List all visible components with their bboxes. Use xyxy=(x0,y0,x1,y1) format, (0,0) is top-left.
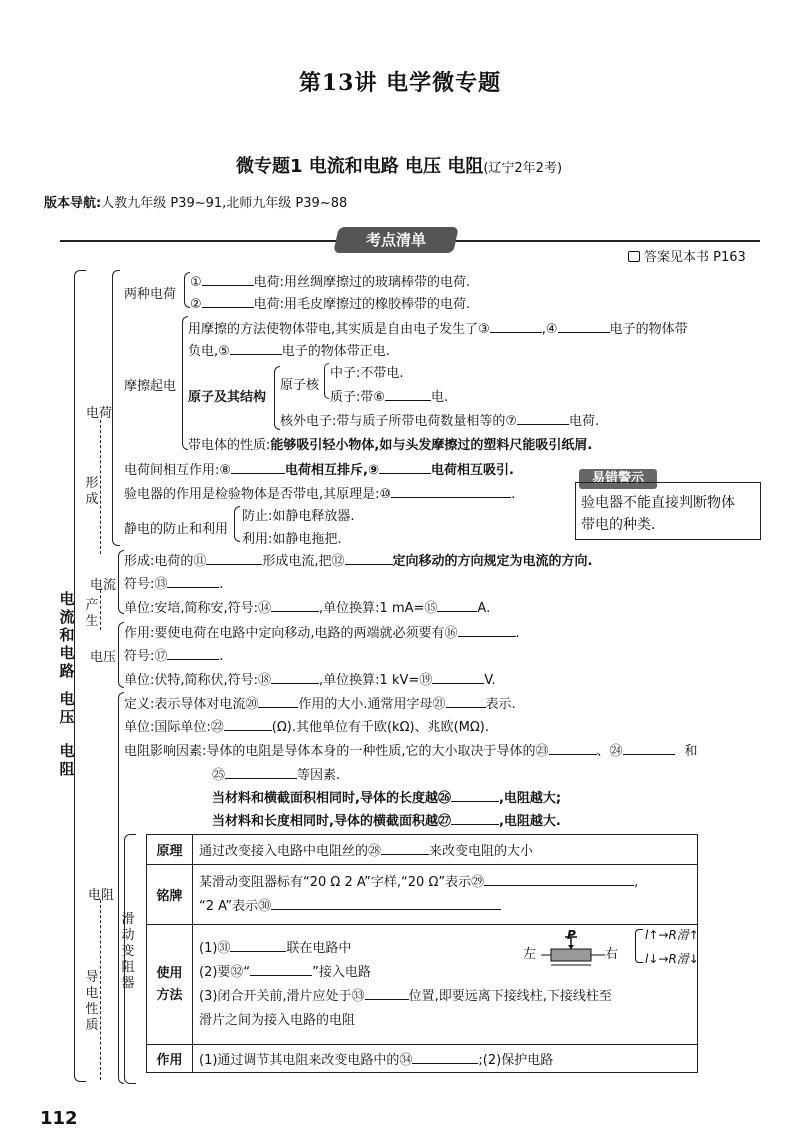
resistance-def-line xyxy=(124,693,516,712)
usage-3b: 位置,即要远离下接线柱,下接线柱至 xyxy=(408,988,612,1004)
warning-text-2: 带电的种类. xyxy=(581,517,656,533)
blank-28[interactable] xyxy=(381,842,429,855)
resistance-def-b: 作用的大小.通常用字母㉑ xyxy=(298,697,446,712)
blank-29[interactable] xyxy=(484,873,634,886)
principle-content xyxy=(193,835,698,865)
nameplate-a: 某滑动变阻器标有“20 Ω 2 A”字样,“20 Ω”表示㉙ xyxy=(199,874,485,890)
usage-line-3 xyxy=(199,985,691,1009)
current-unit-b: ,单位换算:1 mA=⑮ xyxy=(319,601,438,616)
slider-label: P xyxy=(567,928,576,942)
property-line-a: 带电体的性质: xyxy=(188,438,271,453)
current-form-a: 形成:电荷的⑪ xyxy=(124,554,207,569)
blank-24[interactable] xyxy=(623,742,675,755)
interaction-line-c: 电荷相互吸引. xyxy=(431,463,514,478)
electroscope-line-a: 验电器的作用是检验物体是否带电,其原理是:⑩ xyxy=(124,487,392,502)
interaction-line xyxy=(124,459,514,478)
nameplate-c: “2 A”表示㉚ xyxy=(199,898,272,914)
rheostat-row-nameplate xyxy=(147,865,698,925)
arrow-relation-1: l↑→R滑↑ xyxy=(645,928,699,942)
label-produce: 产生 xyxy=(85,598,99,629)
conductor-arrow xyxy=(100,900,101,1080)
blank-5[interactable] xyxy=(230,342,282,355)
friction-line-1-c: 电子的物体带 xyxy=(609,322,688,337)
charge-line-2 xyxy=(190,293,470,312)
blank-7[interactable] xyxy=(517,412,569,425)
rheostat-diagram xyxy=(523,927,723,977)
resistance-unit-b: (Ω).其他单位有千欧(kΩ)、兆欧(MΩ). xyxy=(271,720,490,735)
blank-22[interactable] xyxy=(224,718,272,731)
answer-reference-text: 答案见本书 P163 xyxy=(644,250,746,265)
proton-line xyxy=(330,386,448,405)
label-resistance: 电阻 xyxy=(88,888,115,903)
blank-4[interactable] xyxy=(558,320,610,333)
property-line-b: 能够吸引轻小物体,如与头发摩擦过的塑料尺能吸引纸屑. xyxy=(270,438,593,453)
friction-line-1-a: 用摩擦的方法使物体带电,其实质是自由电子发生了③ xyxy=(188,322,490,337)
blank-3[interactable] xyxy=(490,320,542,333)
usage-label-2: 方法 xyxy=(156,987,183,1003)
voltage-effect-line xyxy=(124,622,520,641)
blank-17[interactable] xyxy=(167,647,219,660)
proton-line-a: 质子:带⑥ xyxy=(330,390,386,405)
label-charge: 电荷 xyxy=(86,406,113,421)
current-symbol-a: 符号:⑬ xyxy=(124,577,168,592)
resistance-factor-b: 、㉔ xyxy=(596,744,623,759)
resistance-area-line xyxy=(212,810,561,829)
two-kinds-label: 两种电荷 xyxy=(124,287,177,302)
produce-arrow xyxy=(100,590,101,630)
electroscope-line-b: . xyxy=(511,487,516,502)
blank-26[interactable] xyxy=(451,789,499,802)
resistance-area-b: ,电阻越大. xyxy=(498,814,561,829)
voltage-unit-a: 单位:伏特,简称伏,符号:⑱ xyxy=(124,673,272,688)
friction-line-1-b: ,④ xyxy=(541,322,558,337)
formation-arrow xyxy=(100,420,101,554)
main-label-circuit: 电流和电路 xyxy=(59,590,75,680)
usage-1b: 联在电路中 xyxy=(286,940,352,956)
section-tag-label: 考点清单 xyxy=(365,231,426,249)
blank-25[interactable] xyxy=(225,766,297,779)
principle-b: 来改变电阻的大小 xyxy=(429,844,534,859)
rheostat-row-usage xyxy=(147,925,698,1045)
current-symbol-b: . xyxy=(219,577,224,592)
resistance-factor-line-2 xyxy=(212,764,340,783)
blank-21[interactable] xyxy=(446,695,486,708)
current-unit-a: 单位:安培,简称安,符号:⑭ xyxy=(124,601,272,616)
current-unit-line xyxy=(124,597,490,616)
blank-number-1: ① xyxy=(190,275,202,290)
resistance-factor-e: 等因素. xyxy=(297,768,341,783)
principle-label: 原理 xyxy=(147,835,193,865)
friction-line-1 xyxy=(188,318,688,337)
function-a: (1)通过调节其电阻来改变电路中的㉞ xyxy=(199,1053,413,1068)
blank-19[interactable] xyxy=(432,671,484,684)
rheostat-label: 滑动变阻器 xyxy=(121,912,135,991)
lecture-title: 第13讲 电学微专题 xyxy=(298,70,502,96)
subtitle-note: (辽宁2年2考) xyxy=(483,161,563,176)
resistance-def-a: 定义:表示导体对电流⑳ xyxy=(124,697,259,712)
usage-label xyxy=(147,925,193,1045)
charge-brace xyxy=(112,270,120,546)
blank-1[interactable] xyxy=(202,273,254,286)
blank-31[interactable] xyxy=(230,939,286,952)
usage-1a: (1)㉛ xyxy=(199,940,231,956)
principle-a: 通过改变接入电路中电阻丝的㉘ xyxy=(199,844,382,859)
static-brace xyxy=(234,506,240,542)
resistance-unit-a: 单位:国际单位:㉒ xyxy=(124,720,224,735)
blank-15[interactable] xyxy=(437,599,477,612)
resistance-factor-d: ㉕ xyxy=(212,768,226,783)
blank-30[interactable] xyxy=(271,897,501,910)
diagram-left-label: 左 xyxy=(523,947,537,962)
usage-2b: ”接入电路 xyxy=(312,964,371,980)
blank-20[interactable] xyxy=(258,695,298,708)
resistance-factor-a: 电阻影响因素:导体的电阻是导体本身的一种性质,它的大小取决于导体的㉓ xyxy=(124,744,549,759)
usage-3c: 滑片之间为接入电路的电阻 xyxy=(199,1012,356,1028)
resistance-factor-c: 和 xyxy=(684,744,698,759)
atom-label: 原子及其结构 xyxy=(188,390,267,405)
subtitle-text: 微专题1 电流和电路 电压 电阻 xyxy=(236,156,484,177)
property-line xyxy=(188,434,592,453)
diagram-brace xyxy=(635,929,643,963)
function-label: 作用 xyxy=(147,1045,193,1073)
friction-line-2-a: 负电,⑤ xyxy=(188,344,230,359)
answer-reference xyxy=(628,246,746,265)
friction-label: 摩擦起电 xyxy=(124,379,177,394)
blank-16[interactable] xyxy=(458,624,516,637)
nucleus-brace xyxy=(324,363,329,399)
blank-14[interactable] xyxy=(271,599,319,612)
usage-label-1: 使用 xyxy=(156,965,183,981)
electron-line-b: 电荷. xyxy=(569,414,600,429)
blank-8[interactable] xyxy=(231,461,285,474)
arrow-relation-2: l↓→R滑↓ xyxy=(645,952,699,966)
blank-2[interactable] xyxy=(202,295,254,308)
main-label-resistance: 电阻 xyxy=(59,742,75,778)
blank-34[interactable] xyxy=(412,1051,478,1064)
resistance-factor-line xyxy=(124,740,698,759)
resistance-length-b: ,电阻越大; xyxy=(498,791,562,806)
blank-9[interactable] xyxy=(379,461,431,474)
rheostat-symbol-icon xyxy=(541,933,605,967)
friction-line-2 xyxy=(188,340,390,359)
nameplate-label: 铭牌 xyxy=(147,865,193,925)
friction-line-2-b: 电子的物体带正电. xyxy=(281,344,390,359)
blank-6[interactable] xyxy=(385,388,431,401)
nameplate-b: , xyxy=(634,874,639,890)
rheostat-row-function xyxy=(147,1045,698,1073)
interaction-line-b: 电荷相互排斥,⑨ xyxy=(285,463,379,478)
voltage-symbol-a: 符号:⑰ xyxy=(124,649,168,664)
usage-3a: (3)闭合开关前,滑片应处于㉝ xyxy=(199,988,365,1004)
resistance-def-c: 表示. xyxy=(485,697,516,712)
static-label: 静电的防止和利用 xyxy=(124,522,229,537)
neutron-line: 中子:不带电. xyxy=(330,366,404,381)
electroscope-line xyxy=(124,483,515,502)
blank-23[interactable] xyxy=(549,742,597,755)
voltage-symbol-b: . xyxy=(219,649,224,664)
label-conductor: 导电性质 xyxy=(85,970,99,1033)
current-form-c: 定向移动的方向规定为电流的方向. xyxy=(392,554,593,569)
voltage-unit-line xyxy=(124,669,496,688)
blank-33[interactable] xyxy=(365,987,409,1000)
static-prevent: 防止:如静电释放器. xyxy=(242,509,355,524)
voltage-effect-a: 作用:要使电荷在电路中定向移动,电路的两端就必须要有⑯ xyxy=(124,626,458,641)
current-form-line xyxy=(124,550,592,569)
rheostat-row-principle xyxy=(147,835,698,865)
nucleus-label: 原子核 xyxy=(280,378,320,393)
charge-line-1 xyxy=(190,271,470,290)
charge-line-2-text: 电荷:用毛皮摩擦过的橡胶棒带的电荷. xyxy=(253,297,471,312)
label-voltage: 电压 xyxy=(90,650,117,665)
charge-line-1-text: 电荷:用丝绸摩擦过的玻璃棒带的电荷. xyxy=(253,275,471,290)
voltage-effect-b: . xyxy=(515,626,520,641)
usage-2a: (2)要㉜“ xyxy=(199,964,251,980)
section-tag xyxy=(333,227,459,253)
current-unit-c: A. xyxy=(477,601,491,616)
version-nav-text: 人教九年级 P39~91,北师九年级 P39~88 xyxy=(101,196,348,211)
page-number: 112 xyxy=(40,1108,78,1129)
subtitle xyxy=(236,152,562,178)
label-current: 电流 xyxy=(90,578,117,593)
warning-text-1: 验电器不能直接判断物体 xyxy=(581,495,735,511)
usage-line-4 xyxy=(199,1009,691,1033)
rheostat-table xyxy=(146,834,698,1073)
book-icon xyxy=(628,251,640,262)
function-b: ;(2)保护电路 xyxy=(478,1053,554,1068)
label-formation: 形成 xyxy=(85,476,99,507)
voltage-unit-b: ,单位换算:1 kV=⑲ xyxy=(319,673,433,688)
proton-line-b: 电. xyxy=(431,390,449,405)
resistance-area-a: 当材料和长度相同时,导体的横截面积越㉗ xyxy=(212,814,451,829)
voltage-symbol-line xyxy=(124,645,224,664)
resistance-unit-line xyxy=(124,716,489,735)
main-label-voltage: 电压 xyxy=(59,690,75,726)
blank-27[interactable] xyxy=(451,812,499,825)
resistance-length-line xyxy=(212,787,561,806)
electron-line-a: 核外电子:带与质子所带电荷数量相等的⑦ xyxy=(280,414,518,429)
function-content xyxy=(193,1045,698,1073)
blank-10[interactable] xyxy=(391,485,511,498)
blank-number-2: ② xyxy=(190,297,202,312)
version-nav-label: 版本导航: xyxy=(44,196,102,211)
blank-32[interactable] xyxy=(250,963,312,976)
version-nav xyxy=(44,192,347,211)
blank-18[interactable] xyxy=(271,671,319,684)
warning-title: 易错警示 xyxy=(579,469,657,489)
resistance-length-a: 当材料和横截面积相同时,导体的长度越㉖ xyxy=(212,791,451,806)
electron-line xyxy=(280,410,599,429)
usage-content xyxy=(193,925,698,1045)
current-form-b: 形成电流,把⑫ xyxy=(262,554,345,569)
voltage-unit-c: V. xyxy=(484,673,496,688)
current-symbol-line xyxy=(124,573,224,592)
diagram-right-label: 右 xyxy=(605,947,619,962)
nameplate-content xyxy=(193,865,698,925)
interaction-line-a: 电荷间相互作用:⑧ xyxy=(124,463,232,478)
blank-11[interactable] xyxy=(206,552,262,565)
blank-12[interactable] xyxy=(345,552,393,565)
blank-13[interactable] xyxy=(167,575,219,588)
static-use: 利用:如静电拖把. xyxy=(242,532,342,547)
